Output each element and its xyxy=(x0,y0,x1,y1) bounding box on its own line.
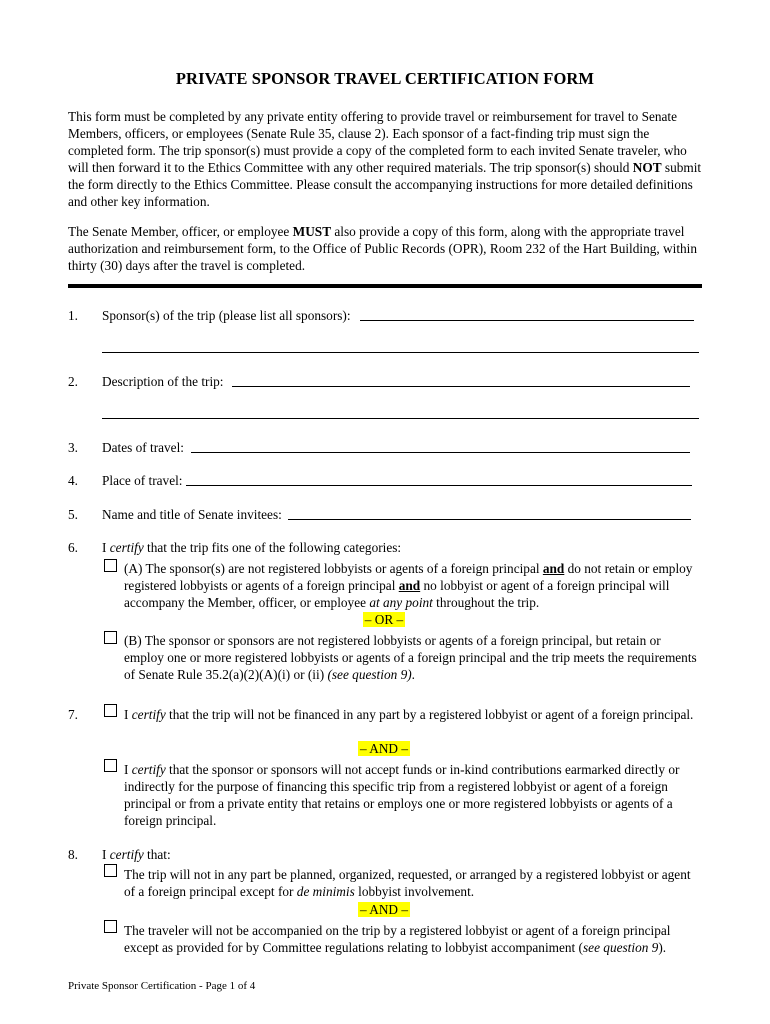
dates-input-line[interactable] xyxy=(191,452,690,453)
option-text: lobbyist involvement. xyxy=(354,884,475,899)
label-emphasis: certify xyxy=(109,540,144,555)
question-number: 1. xyxy=(68,308,78,323)
question-label xyxy=(102,539,401,556)
question-number: 7. xyxy=(68,707,78,722)
option-underlined-and: and xyxy=(398,578,421,593)
option-underlined-and: and xyxy=(542,561,565,576)
label-text: that: xyxy=(143,847,171,862)
option-text: (A) The sponsor(s) are not registered lobbyists or agents of a foreign principal xyxy=(124,561,543,576)
option-emphasis: see question 9 xyxy=(583,940,659,955)
option-b-checkbox[interactable] xyxy=(104,631,117,644)
option-text: throughout the trip. xyxy=(432,595,540,610)
option-emphasis: certify xyxy=(131,707,166,722)
option-a-checkbox[interactable] xyxy=(104,559,117,572)
option-text: The trip will not in any part be planned, organized, requested, or arranged by a registered lobbyist or agent of a foreign principal except for xyxy=(124,867,691,899)
certify-not-financed-checkbox[interactable] xyxy=(104,704,117,717)
label-text: I xyxy=(102,847,110,862)
option-emphasis: certify xyxy=(131,762,166,777)
question-label: Description of the trip: xyxy=(102,374,224,389)
option-emphasis: (see question 9) xyxy=(327,667,412,682)
intro-text: The Senate Member, officer, or employee xyxy=(68,224,293,239)
option-text: I xyxy=(124,762,132,777)
question-number: 3. xyxy=(68,440,78,455)
option-text: do not retain or employ registered lobbyists or agents of a foreign principal xyxy=(124,561,693,593)
place-input-line[interactable] xyxy=(186,485,692,486)
and-separator xyxy=(124,740,644,757)
question-number: 2. xyxy=(68,374,78,389)
intro-text: also provide a copy of this form, along with the appropriate travel authorization and reimbursement form, to the Office of Public Records (OPR), Room 232 of the Hart Building, within thirty (30) days after the travel is completed. xyxy=(68,224,698,273)
question-label xyxy=(102,846,171,863)
intro-paragraph-1 xyxy=(68,108,708,210)
page-title: PRIVATE SPONSOR TRAVEL CERTIFICATION FORM xyxy=(175,69,595,88)
or-separator xyxy=(124,611,644,628)
option-a-text xyxy=(124,560,699,611)
intro-text: submit the form directly to the Ethics Committee. Please consult the accompanying instructions for more detailed definitions and other key information. xyxy=(68,160,702,209)
intro-paragraph-2 xyxy=(68,223,708,274)
question-number: 4. xyxy=(68,473,78,488)
certify-not-accompanied-text xyxy=(124,922,699,956)
question-number: 5. xyxy=(68,507,78,522)
certify-not-planned-checkbox[interactable] xyxy=(104,864,117,877)
label-emphasis: certify xyxy=(109,847,144,862)
option-text: ). xyxy=(658,940,667,955)
question-label: Place of travel: xyxy=(102,473,183,488)
question-label: Sponsor(s) of the trip (please list all sponsors): xyxy=(102,308,351,323)
certify-no-earmarked-funds-checkbox[interactable] xyxy=(104,759,117,772)
or-label: – OR – xyxy=(364,612,404,627)
option-text: that the sponsor or sponsors will not accept funds or in-kind contributions earmarked directly or indirectly for the purpose of financing this specific trip from a registered lobbyist or agent of a foreign principal or from a private entity that retains or employs one or more registered lobbyists or agents of a foreign principal. xyxy=(124,762,680,828)
label-text: that the trip fits one of the following categories: xyxy=(143,540,402,555)
section-divider xyxy=(68,284,702,288)
sponsors-input-line[interactable] xyxy=(360,320,694,321)
option-text: no lobbyist or agent of a foreign principal will accompany the Member, officer, or employee xyxy=(124,578,670,610)
certify-not-financed-text xyxy=(124,706,699,723)
question-label: Name and title of Senate invitees: xyxy=(102,507,282,522)
option-text: The traveler will not be accompanied on the trip by a registered lobbyist or agent of a foreign principal except as provided for by Committee regulations relating to lobbyist accompaniment ( xyxy=(124,923,671,955)
question-number: 8. xyxy=(68,847,78,862)
question-number: 6. xyxy=(68,540,78,555)
question-label: Dates of travel: xyxy=(102,440,184,455)
trip-description-input-line-2[interactable] xyxy=(102,418,699,419)
certify-not-accompanied-checkbox[interactable] xyxy=(104,920,117,933)
option-text: (B) The sponsor or sponsors are not registered lobbyists or agents of a foreign principal, but retain or employ one or more registered lobbyists or agents of a foreign principal and the trip meets the requirements of Senate Rule 35.2(a)(2)(A)(i) or (ii) xyxy=(124,633,697,682)
intro-bold-not: NOT xyxy=(632,160,662,175)
certify-not-planned-text xyxy=(124,866,699,900)
trip-description-input-line[interactable] xyxy=(232,386,690,387)
certify-no-earmarked-funds-text xyxy=(124,761,699,829)
invitees-input-line[interactable] xyxy=(288,519,691,520)
option-emphasis: at any point xyxy=(369,595,433,610)
page-footer: Private Sponsor Certification - Page 1 of 4 xyxy=(68,980,256,992)
label-text: I xyxy=(102,540,110,555)
and-label: – AND – xyxy=(359,902,409,917)
option-b-text xyxy=(124,632,699,683)
and-separator xyxy=(124,901,644,918)
and-label: – AND – xyxy=(359,741,409,756)
option-text: I xyxy=(124,707,132,722)
sponsors-input-line-2[interactable] xyxy=(102,352,699,353)
option-text: that the trip will not be financed in any part by a registered lobbyist or agent of a foreign principal. xyxy=(165,707,694,722)
option-text: . xyxy=(411,667,415,682)
intro-text: This form must be completed by any private entity offering to provide travel or reimbursement for travel to Senate Members, officers, or employees (Senate Rule 35, clause 2). Each sponsor of a fact-finding trip must sign the completed form. The trip sponsor(s) must provide a copy of the completed form to each invited Senate traveler, who will then forward it to the Ethics Committee with any other required materials. The trip sponsor(s) should xyxy=(68,109,687,175)
intro-bold-must: MUST xyxy=(292,224,332,239)
option-emphasis: de minimis xyxy=(296,884,355,899)
